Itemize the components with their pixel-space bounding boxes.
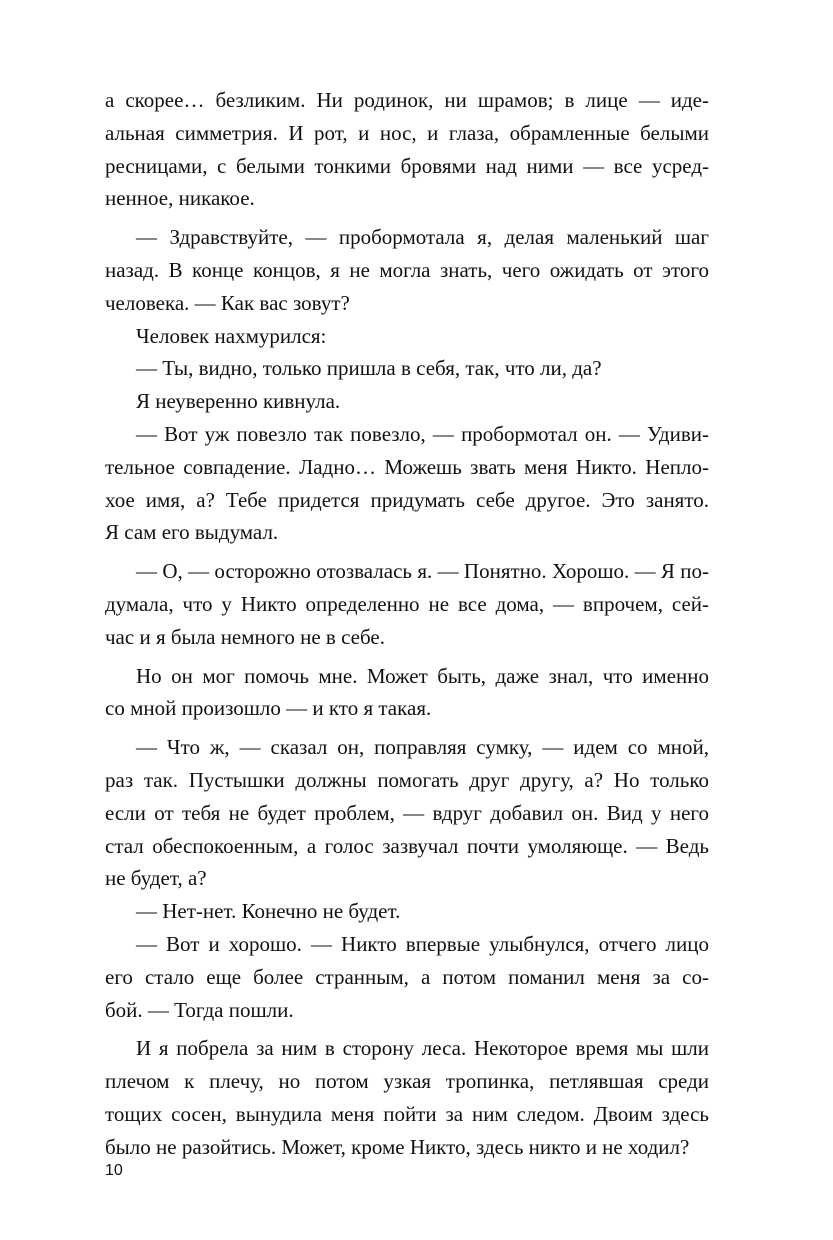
text-line: его стало еще более странным, а потом поманил меня за со- xyxy=(105,964,709,989)
text-line: тощих сосен, вынудила меня пойти за ним следом. Двоим здесь xyxy=(105,1101,709,1126)
text-line: было не разойтись. Может, кроме Никто, здесь никто и не ходил? xyxy=(105,1134,690,1159)
text-line: — Вот уж повезло так повезло, — пробормотал он. — Удиви- xyxy=(136,421,709,446)
text-line: плечом к плечу, но потом узкая тропинка, петлявшая среди xyxy=(105,1069,709,1094)
text-line: а скорее… безликим. Ни родинок, ни шрамов; в лице — иде- xyxy=(105,88,709,112)
text-line: человека. — Как вас зовут? xyxy=(105,290,350,315)
text-line: — Здравствуйте, — пробормотала я, делая маленький шаг xyxy=(136,225,709,250)
text-line: не будет, а? xyxy=(105,866,207,891)
text-line: — О, — осторожно отозвалась я. — Понятно. Хорошо. — Я по- xyxy=(136,559,709,584)
book-page-text xyxy=(105,84,709,1164)
text-line: думала, что у Никто определенно не все дома, — впрочем, сей- xyxy=(105,591,709,616)
text-line: со мной произошло — и кто я такая. xyxy=(105,696,432,721)
text-line: — Вот и хорошо. — Никто впервые улыбнулся, отчего лицо xyxy=(136,931,709,956)
text-line: час и я была немного не в себе. xyxy=(105,624,385,649)
text-line: — Нет-нет. Конечно не будет. xyxy=(136,899,401,924)
text-line: назад. В конце концов, я не могла знать, чего ожидать от этого xyxy=(105,257,709,282)
page-number: 10 xyxy=(105,1162,123,1179)
text-line: альная симметрия. И рот, и нос, и глаза, обрамленные белыми xyxy=(105,120,709,145)
text-line: хое имя, а? Тебе придется придумать себе другое. Это занято. xyxy=(105,487,709,512)
text-line: ресницами, с белыми тонкими бровями над ними — все усред- xyxy=(105,153,709,178)
text-line: Я сам его выдумал. xyxy=(105,520,279,545)
text-line: — Ты, видно, только пришла в себя, так, что ли, да? xyxy=(136,356,602,381)
text-line: тельное совпадение. Ладно… Можешь звать меня Никто. Непло- xyxy=(105,454,709,479)
text-line: стал обеспокоенным, а голос зазвучал почти умоляюще. — Ведь xyxy=(105,833,709,858)
text-line: ненное, никакое. xyxy=(105,186,255,211)
text-line: Человек нахмурился: xyxy=(136,323,327,348)
text-line: бой. — Тогда пошли. xyxy=(105,997,294,1022)
text-line: раз так. Пустышки должны помогать друг другу, а? Но только xyxy=(105,767,709,792)
text-line: если от тебя не будет проблем, — вдруг добавил он. Вид у него xyxy=(105,800,709,825)
text-line: Я неуверенно кивнула. xyxy=(136,389,341,414)
text-line: — Что ж, — сказал он, поправляя сумку, — идем со мной, xyxy=(136,735,709,760)
text-line: И я побрела за ним в сторону леса. Некоторое время мы шли xyxy=(136,1036,709,1061)
text-line: Но он мог помочь мне. Может быть, даже знал, что именно xyxy=(136,663,709,688)
